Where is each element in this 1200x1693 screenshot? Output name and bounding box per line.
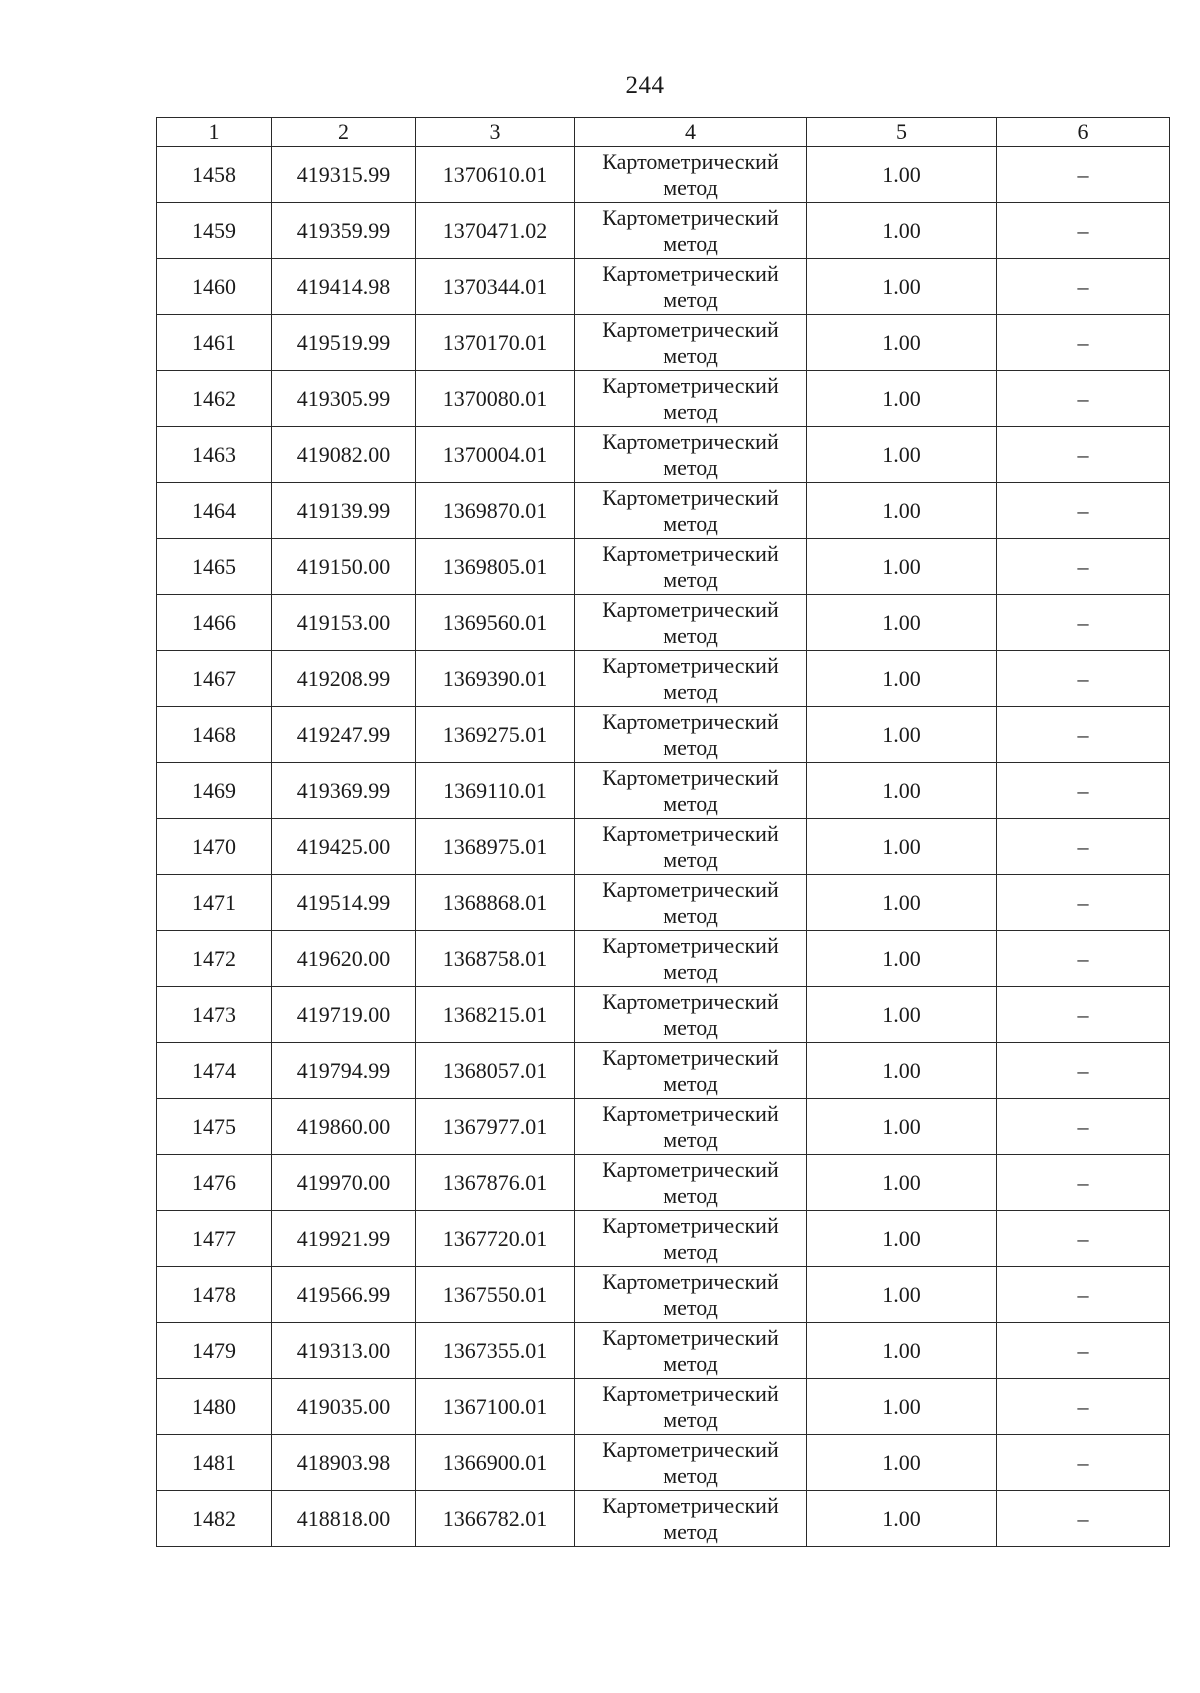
method-line-1: Картометрический (602, 596, 779, 622)
method-cell (575, 539, 807, 595)
table-row (157, 1435, 1170, 1491)
x-coordinate-cell: 419313.00 (272, 1323, 416, 1379)
method-line-2: метод (663, 1182, 718, 1208)
table-row (157, 315, 1170, 371)
method-cell (575, 1211, 807, 1267)
y-coordinate-cell: 1369560.01 (416, 595, 575, 651)
accuracy-cell: 1.00 (807, 651, 997, 707)
accuracy-cell: 1.00 (807, 1099, 997, 1155)
method-cell (575, 875, 807, 931)
x-coordinate-cell: 419035.00 (272, 1379, 416, 1435)
method-line-1: Картометрический (602, 1380, 779, 1406)
y-coordinate-cell: 1368758.01 (416, 931, 575, 987)
y-coordinate-cell: 1369805.01 (416, 539, 575, 595)
table-row (157, 1323, 1170, 1379)
y-coordinate-cell: 1370004.01 (416, 427, 575, 483)
accuracy-cell: 1.00 (807, 427, 997, 483)
x-coordinate-cell: 419566.99 (272, 1267, 416, 1323)
method-cell (575, 1491, 807, 1547)
method-line-1: Картометрический (602, 708, 779, 734)
method-line-2: метод (663, 510, 718, 536)
point-number-cell: 1459 (157, 203, 272, 259)
y-coordinate-cell: 1368868.01 (416, 875, 575, 931)
note-cell: – (997, 259, 1170, 315)
y-coordinate-cell: 1369870.01 (416, 483, 575, 539)
x-coordinate-cell: 419970.00 (272, 1155, 416, 1211)
note-cell: – (997, 147, 1170, 203)
accuracy-cell: 1.00 (807, 1155, 997, 1211)
x-coordinate-cell: 419620.00 (272, 931, 416, 987)
accuracy-cell: 1.00 (807, 539, 997, 595)
accuracy-cell: 1.00 (807, 707, 997, 763)
method-line-2: метод (663, 622, 718, 648)
table-body (157, 147, 1170, 1547)
table-row (157, 1043, 1170, 1099)
x-coordinate-cell: 419719.00 (272, 987, 416, 1043)
method-cell (575, 1435, 807, 1491)
method-line-1: Картометрический (602, 988, 779, 1014)
point-number-cell: 1469 (157, 763, 272, 819)
note-cell: – (997, 1379, 1170, 1435)
x-coordinate-cell: 419359.99 (272, 203, 416, 259)
point-number-cell: 1463 (157, 427, 272, 483)
method-line-2: метод (663, 1070, 718, 1096)
accuracy-cell: 1.00 (807, 931, 997, 987)
point-number-cell: 1466 (157, 595, 272, 651)
point-number-cell: 1475 (157, 1099, 272, 1155)
method-line-2: метод (663, 286, 718, 312)
method-cell (575, 1379, 807, 1435)
y-coordinate-cell: 1367720.01 (416, 1211, 575, 1267)
note-cell: – (997, 483, 1170, 539)
x-coordinate-cell: 419425.00 (272, 819, 416, 875)
method-cell (575, 707, 807, 763)
x-coordinate-cell: 419921.99 (272, 1211, 416, 1267)
accuracy-cell: 1.00 (807, 1491, 997, 1547)
accuracy-cell: 1.00 (807, 875, 997, 931)
method-line-1: Картометрический (602, 484, 779, 510)
note-cell: – (997, 1043, 1170, 1099)
method-line-1: Картометрический (602, 1436, 779, 1462)
accuracy-cell: 1.00 (807, 147, 997, 203)
accuracy-cell: 1.00 (807, 259, 997, 315)
table-row (157, 259, 1170, 315)
y-coordinate-cell: 1370471.02 (416, 203, 575, 259)
point-number-cell: 1473 (157, 987, 272, 1043)
note-cell: – (997, 931, 1170, 987)
method-cell (575, 483, 807, 539)
x-coordinate-cell: 419082.00 (272, 427, 416, 483)
point-number-cell: 1482 (157, 1491, 272, 1547)
accuracy-cell: 1.00 (807, 987, 997, 1043)
method-cell (575, 987, 807, 1043)
table-row (157, 1267, 1170, 1323)
note-cell: – (997, 203, 1170, 259)
table-row (157, 539, 1170, 595)
x-coordinate-cell: 419860.00 (272, 1099, 416, 1155)
method-line-1: Картометрический (602, 652, 779, 678)
table-row (157, 427, 1170, 483)
x-coordinate-cell: 419208.99 (272, 651, 416, 707)
note-cell: – (997, 651, 1170, 707)
accuracy-cell: 1.00 (807, 203, 997, 259)
page-number: 244 (625, 72, 665, 99)
note-cell: – (997, 1099, 1170, 1155)
y-coordinate-cell: 1368215.01 (416, 987, 575, 1043)
table-row (157, 707, 1170, 763)
column-header: 6 (997, 118, 1170, 147)
method-line-2: метод (663, 398, 718, 424)
table-row (157, 875, 1170, 931)
accuracy-cell: 1.00 (807, 1211, 997, 1267)
method-line-1: Картометрический (602, 1156, 779, 1182)
accuracy-cell: 1.00 (807, 371, 997, 427)
method-line-2: метод (663, 678, 718, 704)
y-coordinate-cell: 1366900.01 (416, 1435, 575, 1491)
x-coordinate-cell: 419315.99 (272, 147, 416, 203)
method-line-1: Картометрический (602, 316, 779, 342)
method-cell (575, 259, 807, 315)
note-cell: – (997, 763, 1170, 819)
method-line-1: Картометрический (602, 764, 779, 790)
method-line-1: Картометрический (602, 428, 779, 454)
table-row (157, 1155, 1170, 1211)
coordinates-table (156, 117, 1170, 1547)
y-coordinate-cell: 1367550.01 (416, 1267, 575, 1323)
method-cell (575, 763, 807, 819)
y-coordinate-cell: 1369390.01 (416, 651, 575, 707)
table-row (157, 147, 1170, 203)
note-cell: – (997, 315, 1170, 371)
point-number-cell: 1476 (157, 1155, 272, 1211)
table-row (157, 819, 1170, 875)
accuracy-cell: 1.00 (807, 1267, 997, 1323)
point-number-cell: 1481 (157, 1435, 272, 1491)
point-number-cell: 1470 (157, 819, 272, 875)
method-cell (575, 819, 807, 875)
note-cell: – (997, 1323, 1170, 1379)
table-row (157, 1379, 1170, 1435)
y-coordinate-cell: 1368975.01 (416, 819, 575, 875)
y-coordinate-cell: 1367355.01 (416, 1323, 575, 1379)
method-line-2: метод (663, 1462, 718, 1488)
point-number-cell: 1461 (157, 315, 272, 371)
method-line-2: метод (663, 174, 718, 200)
table-row (157, 483, 1170, 539)
method-line-1: Картометрический (602, 372, 779, 398)
method-line-2: метод (663, 734, 718, 760)
note-cell: – (997, 707, 1170, 763)
x-coordinate-cell: 418818.00 (272, 1491, 416, 1547)
point-number-cell: 1477 (157, 1211, 272, 1267)
method-cell (575, 427, 807, 483)
method-line-1: Картометрический (602, 820, 779, 846)
x-coordinate-cell: 419153.00 (272, 595, 416, 651)
point-number-cell: 1464 (157, 483, 272, 539)
table-row (157, 1491, 1170, 1547)
table-row (157, 1099, 1170, 1155)
note-cell: – (997, 595, 1170, 651)
column-header: 5 (807, 118, 997, 147)
column-header: 2 (272, 118, 416, 147)
method-line-1: Картометрический (602, 1324, 779, 1350)
note-cell: – (997, 819, 1170, 875)
table-row (157, 371, 1170, 427)
method-line-1: Картометрический (602, 148, 779, 174)
table-row (157, 763, 1170, 819)
point-number-cell: 1472 (157, 931, 272, 987)
method-cell (575, 1267, 807, 1323)
point-number-cell: 1480 (157, 1379, 272, 1435)
method-line-2: метод (663, 1350, 718, 1376)
accuracy-cell: 1.00 (807, 595, 997, 651)
x-coordinate-cell: 419139.99 (272, 483, 416, 539)
note-cell: – (997, 875, 1170, 931)
y-coordinate-cell: 1370610.01 (416, 147, 575, 203)
y-coordinate-cell: 1367876.01 (416, 1155, 575, 1211)
method-line-2: метод (663, 1014, 718, 1040)
method-cell (575, 651, 807, 707)
method-line-1: Картометрический (602, 204, 779, 230)
method-line-1: Картометрический (602, 1212, 779, 1238)
y-coordinate-cell: 1369110.01 (416, 763, 575, 819)
note-cell: – (997, 1267, 1170, 1323)
method-cell (575, 931, 807, 987)
x-coordinate-cell: 419794.99 (272, 1043, 416, 1099)
y-coordinate-cell: 1370080.01 (416, 371, 575, 427)
point-number-cell: 1467 (157, 651, 272, 707)
method-line-2: метод (663, 902, 718, 928)
method-line-1: Картометрический (602, 1492, 779, 1518)
point-number-cell: 1458 (157, 147, 272, 203)
method-line-1: Картометрический (602, 540, 779, 566)
note-cell: – (997, 1211, 1170, 1267)
column-header: 4 (575, 118, 807, 147)
method-cell (575, 147, 807, 203)
method-line-1: Картометрический (602, 1044, 779, 1070)
table-row (157, 203, 1170, 259)
point-number-cell: 1460 (157, 259, 272, 315)
point-number-cell: 1468 (157, 707, 272, 763)
table-row (157, 595, 1170, 651)
method-line-2: метод (663, 1294, 718, 1320)
method-line-1: Картометрический (602, 932, 779, 958)
point-number-cell: 1471 (157, 875, 272, 931)
x-coordinate-cell: 419305.99 (272, 371, 416, 427)
method-line-2: метод (663, 790, 718, 816)
y-coordinate-cell: 1367977.01 (416, 1099, 575, 1155)
accuracy-cell: 1.00 (807, 483, 997, 539)
accuracy-cell: 1.00 (807, 1323, 997, 1379)
method-line-2: метод (663, 342, 718, 368)
method-line-2: метод (663, 1126, 718, 1152)
accuracy-cell: 1.00 (807, 1043, 997, 1099)
table-row (157, 651, 1170, 707)
column-header: 3 (416, 118, 575, 147)
note-cell: – (997, 371, 1170, 427)
x-coordinate-cell: 418903.98 (272, 1435, 416, 1491)
x-coordinate-cell: 419247.99 (272, 707, 416, 763)
point-number-cell: 1474 (157, 1043, 272, 1099)
method-line-2: метод (663, 846, 718, 872)
method-line-1: Картометрический (602, 1100, 779, 1126)
method-line-2: метод (663, 1518, 718, 1544)
method-line-2: метод (663, 454, 718, 480)
method-cell (575, 595, 807, 651)
point-number-cell: 1479 (157, 1323, 272, 1379)
method-cell (575, 1043, 807, 1099)
x-coordinate-cell: 419369.99 (272, 763, 416, 819)
x-coordinate-cell: 419514.99 (272, 875, 416, 931)
accuracy-cell: 1.00 (807, 763, 997, 819)
note-cell: – (997, 539, 1170, 595)
note-cell: – (997, 1155, 1170, 1211)
table-row (157, 931, 1170, 987)
method-cell (575, 1099, 807, 1155)
y-coordinate-cell: 1370170.01 (416, 315, 575, 371)
method-line-2: метод (663, 566, 718, 592)
table-header-row (157, 118, 1170, 147)
point-number-cell: 1465 (157, 539, 272, 595)
method-line-2: метод (663, 230, 718, 256)
accuracy-cell: 1.00 (807, 819, 997, 875)
x-coordinate-cell: 419414.98 (272, 259, 416, 315)
x-coordinate-cell: 419150.00 (272, 539, 416, 595)
note-cell: – (997, 1491, 1170, 1547)
point-number-cell: 1478 (157, 1267, 272, 1323)
accuracy-cell: 1.00 (807, 1379, 997, 1435)
method-cell (575, 1323, 807, 1379)
accuracy-cell: 1.00 (807, 315, 997, 371)
x-coordinate-cell: 419519.99 (272, 315, 416, 371)
table-row (157, 1211, 1170, 1267)
method-line-2: метод (663, 1238, 718, 1264)
method-line-1: Картометрический (602, 876, 779, 902)
note-cell: – (997, 427, 1170, 483)
y-coordinate-cell: 1369275.01 (416, 707, 575, 763)
y-coordinate-cell: 1366782.01 (416, 1491, 575, 1547)
method-cell (575, 1155, 807, 1211)
note-cell: – (997, 1435, 1170, 1491)
method-line-2: метод (663, 1406, 718, 1432)
accuracy-cell: 1.00 (807, 1435, 997, 1491)
method-line-1: Картометрический (602, 260, 779, 286)
note-cell: – (997, 987, 1170, 1043)
method-line-1: Картометрический (602, 1268, 779, 1294)
y-coordinate-cell: 1368057.01 (416, 1043, 575, 1099)
method-cell (575, 315, 807, 371)
y-coordinate-cell: 1370344.01 (416, 259, 575, 315)
column-header: 1 (157, 118, 272, 147)
method-line-2: метод (663, 958, 718, 984)
y-coordinate-cell: 1367100.01 (416, 1379, 575, 1435)
method-cell (575, 203, 807, 259)
table-row (157, 987, 1170, 1043)
point-number-cell: 1462 (157, 371, 272, 427)
method-cell (575, 371, 807, 427)
